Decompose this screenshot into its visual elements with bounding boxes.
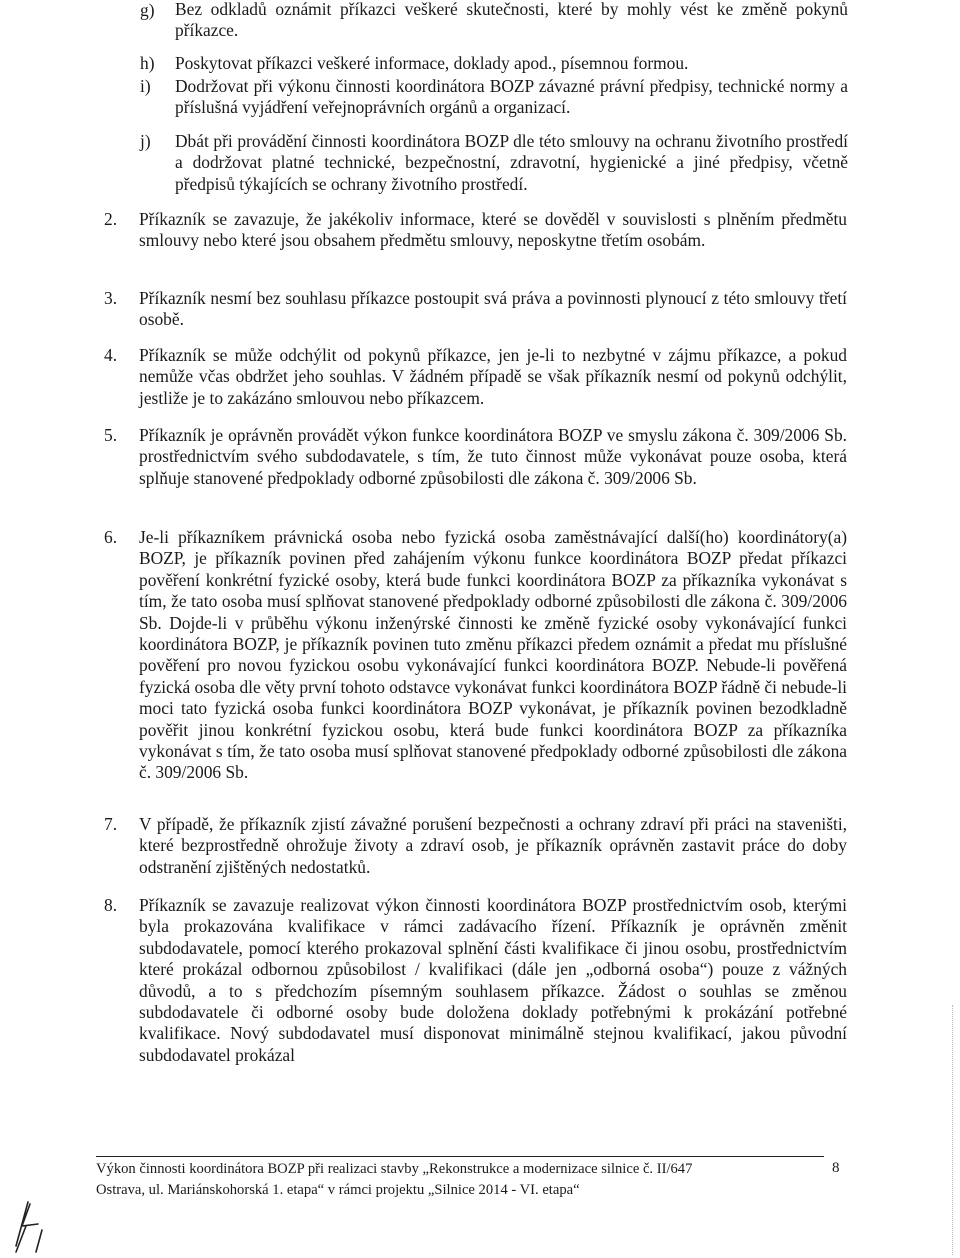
clause-text: Bez odkladů oznámit příkazci veškeré skutečnosti, které by mohly vést ke změně pokynů příkazce. bbox=[175, 0, 848, 41]
clause-number: 3. bbox=[104, 288, 118, 308]
clause-4 bbox=[104, 345, 848, 411]
clause-text: Příkazník nesmí bez souhlasu příkazce postoupit svá práva a povinnosti plynoucí z této smlouvy třetí osobě. bbox=[139, 288, 847, 330]
clause-3 bbox=[104, 288, 848, 332]
clause-text: Dbát při provádění činnosti koordinátora BOZP dle této smlouvy na ochranu životního prostředí a dodržovat platné technické, bezpečnostní, zdravotní, hygienické a jiné předpisy, včetně předpisů týkajících se ochrany životního prostředí. bbox=[175, 131, 848, 194]
clause-7 bbox=[104, 814, 848, 880]
clause-number: 2. bbox=[104, 209, 118, 229]
clause-number: 8. bbox=[104, 895, 118, 915]
clause-label: i) bbox=[140, 76, 151, 96]
footer-line-2: Ostrava, ul. Mariánskohorská 1. etapa“ v rámci projektu „Silnice 2014 - VI. etapa“ bbox=[96, 1182, 580, 1198]
clause-2 bbox=[104, 209, 848, 275]
clause-8 bbox=[104, 895, 848, 1115]
clause-text: Příkazník se zavazuje, že jakékoliv informace, které se dověděl v souvislosti s plněním předmětu smlouvy nebo které jsou obsahem předmětu smlouvy, neposkytne třetím osobám. bbox=[139, 209, 847, 251]
clause-5 bbox=[104, 425, 848, 513]
clause-text: Dodržovat při výkonu činnosti koordinátora BOZP závazné právní předpisy, technické normy a příslušná vyjádření veřejnoprávních orgánů a organizací. bbox=[175, 76, 848, 118]
handwritten-initials-icon bbox=[12, 1196, 56, 1256]
clause-6 bbox=[104, 527, 848, 813]
clause-label: h) bbox=[140, 53, 155, 73]
clause-number: 4. bbox=[104, 345, 118, 365]
clause-text: Je-li příkazníkem právnická osoba nebo fyzická osoba zaměstnávající další(ho) koordinátory(a) BOZP, je příkazník povinen před zahájením výkonu funkce koordinátora BOZP předat příkazci pověření konkrétní fyzické osoby, která bude funkci koordinátora BOZP za příkazníka vykonávat s tím, že tato osoba musí splňovat stanovené předpoklady odborné způsobilosti dle zákona č. 309/2006 Sb. Dojde-li v průběhu výkonu inženýrské činnosti ke změně fyzické osoby vykonávající funkci koordinátora BOZP, je příkazník povinen tuto změnu příkazci předem oznámit a předat mu příslušné pověření pro novou fyzickou osobu vykonávající funkci koordinátora BOZP. Nebude-li pověřená fyzická osoba dle věty první tohoto odstavce vykonávat funkci koordinátora BOZP řádně či nebude-li moci tato fyzická osoba funkci koordinátora BOZP vykonávat, je příkazník povinen bezodkladně pověřit jinou konkrétní fyzickou osobu, která bude funkci koordinátora BOZP za příkazníka vykonávat s tím, že tato osoba musí splňovat stanovené předpoklady odborné způsobilosti dle zákona č. 309/2006 Sb. bbox=[139, 527, 847, 783]
clause-text: V případě, že příkazník zjistí závažné porušení bezpečnosti a ochrany zdraví při práci na staveništi, které bezprostředně ohrožuje životy a zdraví osob, je příkazník oprávněn zastavit práce do doby odstranění zjištěných nedostatků. bbox=[139, 814, 847, 877]
page-number: 8 bbox=[832, 1160, 840, 1176]
clause-h bbox=[140, 53, 848, 75]
clause-number: 6. bbox=[104, 527, 118, 547]
clause-i bbox=[140, 76, 848, 120]
clause-number: 7. bbox=[104, 814, 118, 834]
footer-line-1: Výkon činnosti koordinátora BOZP při realizaci stavby „Rekonstrukce a modernizace silnice č. II/647 bbox=[96, 1161, 693, 1177]
clause-g bbox=[140, 0, 848, 44]
clause-text: Příkazník se zavazuje realizovat výkon činnosti koordinátora BOZP prostřednictvím osob, kterými byla prokazována kvalifikace v rámci zadávacího řízení. Příkazník je oprávněn změnit subdodavatele, pomocí kterého prokazoval splnění části kvalifikace či jinou osobu, prostřednictvím které prokázal odbornou způsobilost / kvalifikaci (dále jen „odborná osoba“) pouze z vážných důvodů, a to s předchozím písemným souhlasem příkazce. Žádost o souhlas se změnou subdodavatele či odborné osoby bude doložena doklady potřebnými k prokázání potřebné kvalifikace. Nový subdodavatel musí disponovat minimálně stejnou kvalifikací, jakou původní subdodavatel prokázal bbox=[139, 895, 847, 1065]
clause-text: Příkazník se může odchýlit od pokynů příkazce, jen je-li to nezbytné v zájmu příkazce, a pokud nemůže včas obdržet jeho souhlas. V žádném případě se však příkazník nesmí od pokynů odchýlit, jestliže je to zakázáno smlouvou nebo příkazcem. bbox=[139, 345, 847, 408]
scan-edge-mark bbox=[952, 1005, 956, 1255]
footer-divider bbox=[96, 1156, 824, 1157]
clause-label: j) bbox=[140, 131, 151, 151]
clause-text: Příkazník je oprávněn provádět výkon funkce koordinátora BOZP ve smyslu zákona č. 309/2006 Sb. prostřednictvím svého subdodavatele, s tím, že tuto činnost může vykonávat pouze osoba, která splňuje stanovené předpoklady odborné způsobilosti dle zákona č. 309/2006 Sb. bbox=[139, 425, 847, 488]
clause-j bbox=[140, 131, 848, 197]
clause-label: g) bbox=[140, 0, 155, 20]
clause-text: Poskytovat příkazci veškeré informace, doklady apod., písemnou formou. bbox=[175, 53, 689, 73]
clause-number: 5. bbox=[104, 425, 118, 445]
